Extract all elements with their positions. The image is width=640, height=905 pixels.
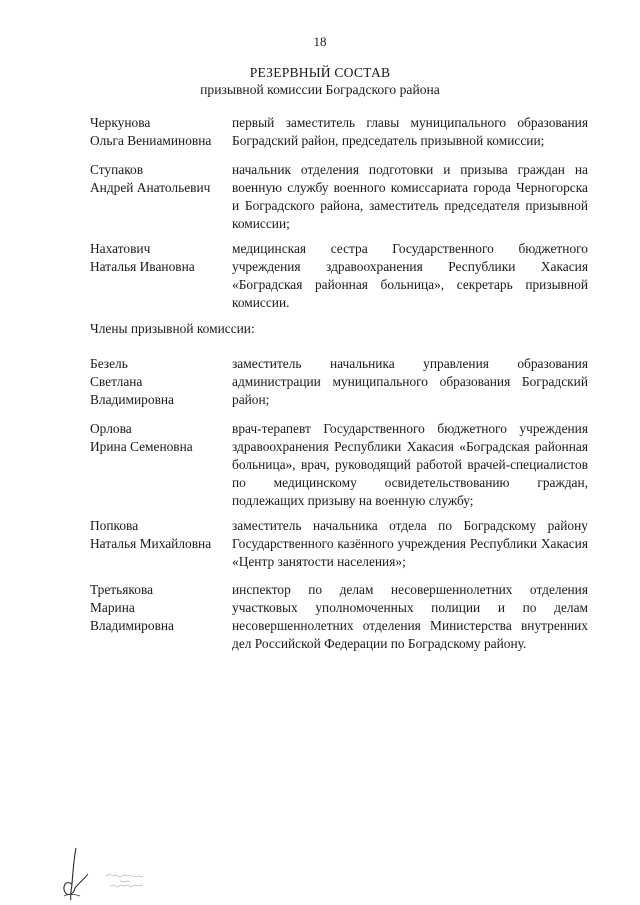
given-name: Светлана bbox=[90, 374, 143, 389]
patronymic: Владимировна bbox=[90, 618, 174, 633]
person-name bbox=[90, 114, 228, 150]
person-role: медицинская сестра Государственного бюджетного учреждения здравоохранения Республики Хакасия «Боградская районная больница», секретарь призывной комиссии. bbox=[232, 241, 588, 310]
person-role: заместитель начальника управления образования администрации муниципального образования Боградский район; bbox=[232, 356, 588, 407]
given-names: Андрей Анатольевич bbox=[90, 180, 211, 195]
surname: Попкова bbox=[90, 518, 139, 533]
title-line-2: призывной комиссии Боградского района bbox=[200, 82, 440, 97]
surname: Ступаков bbox=[90, 162, 144, 177]
person-name bbox=[90, 420, 228, 456]
signature-mark bbox=[58, 844, 188, 902]
person-role: врач-терапевт Государственного бюджетного учреждения здравоохранения Республики Хакасия «Боградская районная больница», врач, руководящий работой врачей-специалистов по медицинскому освидетельствованию граждан, подлежащих призыву на военную службу; bbox=[232, 421, 588, 508]
title-line-1: РЕЗЕРВНЫЙ СОСТАВ bbox=[249, 65, 391, 80]
person-role: заместитель начальника отдела по Боградскому району Государственного казённого учреждения Республики Хакасия «Центр занятости населения»; bbox=[232, 518, 588, 569]
surname: Безель bbox=[90, 356, 128, 371]
person-role: инспектор по делам несовершеннолетних отделения участковых уполномоченных полиции и по делам несовершеннолетних отделения Министерства внутренних дел Российской Федерации по Боградскому району. bbox=[232, 582, 588, 651]
surname: Черкунова bbox=[90, 115, 151, 130]
surname: Орлова bbox=[90, 421, 132, 436]
surname: Нахатович bbox=[90, 241, 151, 256]
page-number: 18 bbox=[313, 34, 327, 49]
document-title bbox=[0, 64, 640, 98]
person-name bbox=[90, 355, 228, 409]
given-names: Наталья Михайловна bbox=[90, 536, 212, 551]
person-role: первый заместитель главы муниципального образования Боградский район, председатель призывной комиссии; bbox=[232, 115, 588, 148]
person-name bbox=[90, 517, 228, 553]
person-name bbox=[90, 240, 228, 276]
surname: Третьякова bbox=[90, 582, 154, 597]
person-name bbox=[90, 581, 228, 635]
given-names: Наталья Ивановна bbox=[90, 259, 195, 274]
patronymic: Владимировна bbox=[90, 392, 174, 407]
given-names: Ольга Вениаминовна bbox=[90, 133, 212, 148]
person-role: начальник отделения подготовки и призыва граждан на военную службу военного комиссариата города Черногорска и Боградского района, заместитель председателя призывной комиссии; bbox=[232, 162, 588, 231]
person-name bbox=[90, 161, 228, 197]
given-names: Ирина Семеновна bbox=[90, 439, 193, 454]
members-heading: Члены призывной комиссии: bbox=[90, 321, 255, 336]
given-name: Марина bbox=[90, 600, 135, 615]
